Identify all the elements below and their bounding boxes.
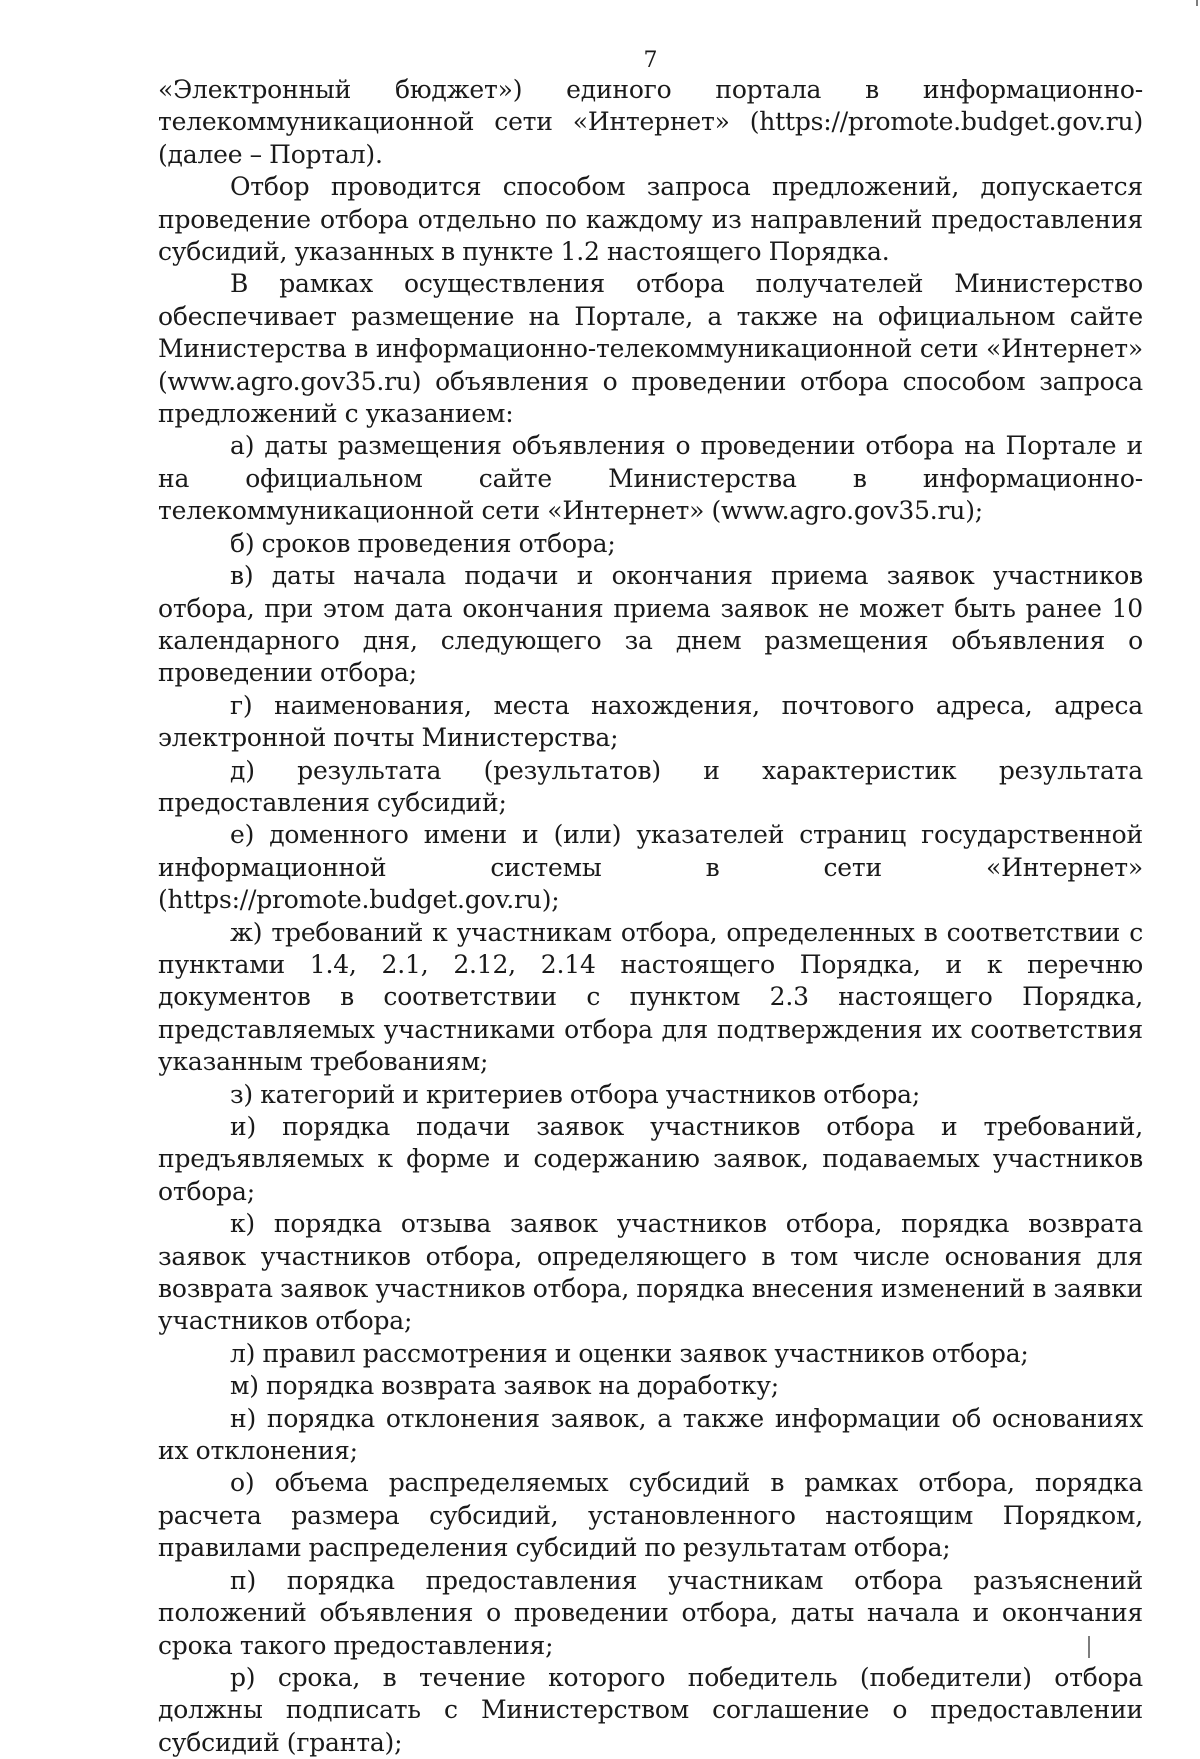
scan-edge-mark [1088,1636,1090,1658]
paragraph: Отбор проводится способом запроса предложений, допускается проведение отбора отдельно по каждому из направлений предоставления субсидий, указанных в пункте 1.2 настоящего Порядка. [158,172,1143,267]
paragraph: м) порядка возврата заявок на доработку; [230,1371,779,1401]
paragraph: а) даты размещения объявления о проведении отбора на Портале и на официальном сайте Министерства в информационно-телекоммуникационной сети «Интернет» (www.agro.gov35.ru); [158,431,1143,526]
paragraph: б) сроков проведения отбора; [230,528,616,558]
paragraph: в) даты начала подачи и окончания приема заявок участников отбора, при этом дата окончания приема заявок не может быть ранее 10 календарного дня, следующего за днем размещения объявления о проведении отбора; [158,561,1143,688]
paragraph: г) наименования, места нахождения, почтового адреса, адреса электронной почты Министерства; [158,690,1143,753]
paragraph: п) порядка предоставления участникам отбора разъяснений положений объявления о проведении отбора, даты начала и окончания срока такого предоставления; [158,1565,1143,1660]
document-body [158,74,1143,1759]
paragraph: з) категорий и критериев отбора участников отбора; [230,1079,921,1109]
page-number: 7 [643,48,658,73]
paragraph: л) правил рассмотрения и оценки заявок участников отбора; [230,1338,1029,1368]
paragraph: н) порядка отклонения заявок, а также информации об основаниях их отклонения; [158,1403,1143,1466]
document-page [158,48,1143,1759]
paragraph: р) срока, в течение которого победитель (победители) отбора должны подписать с Министерством соглашение о предоставлении субсидий (гранта); [158,1662,1143,1757]
paragraph: к) порядка отзыва заявок участников отбора, порядка возврата заявок участников отбора, определяющего в том числе основания для возврата заявок участников отбора, порядка внесения изменений в заявки участников отбора; [158,1209,1143,1336]
paragraph: В рамках осуществления отбора получателей Министерство обеспечивает размещение на Портале, а также на официальном сайте Министерства в информационно-телекоммуникационной сети «Интернет» (www.agro.gov35.ru) объявления о проведении отбора способом запроса предложений с указанием: [158,269,1143,429]
paragraph: о) объема распределяемых субсидий в рамках отбора, порядка расчета размера субсидий, установленного настоящим Порядком, правилами распределения субсидий по результатам отбора; [158,1468,1143,1563]
paragraph: д) результата (результатов) и характеристик результата предоставления субсидий; [158,755,1143,817]
scan-edge-mark [1196,0,1198,6]
paragraph: ж) требований к участникам отбора, определенных в соответствии с пунктами 1.4, 2.1, 2.12, 2.14 настоящего Порядка, и к перечню документов в соответствии с пунктом 2.3 настоящего Порядка, представляемых участниками отбора для подтверждения их соответствия указанным требованиям; [158,917,1143,1077]
paragraph: е) доменного имени и (или) указателей страниц государственной информационной системы в сети «Интернет» (https://promote.budget.gov.ru); [158,820,1143,915]
paragraph: и) порядка подачи заявок участников отбора и требований, предъявляемых к форме и содержанию заявок, подаваемых участников отбора; [158,1112,1143,1206]
continued-paragraph: «Электронный бюджет») единого портала в информационно-телекоммуникационной сети «Интернет» (https://promote.budget.gov.ru) (далее – Портал). [158,75,1143,169]
